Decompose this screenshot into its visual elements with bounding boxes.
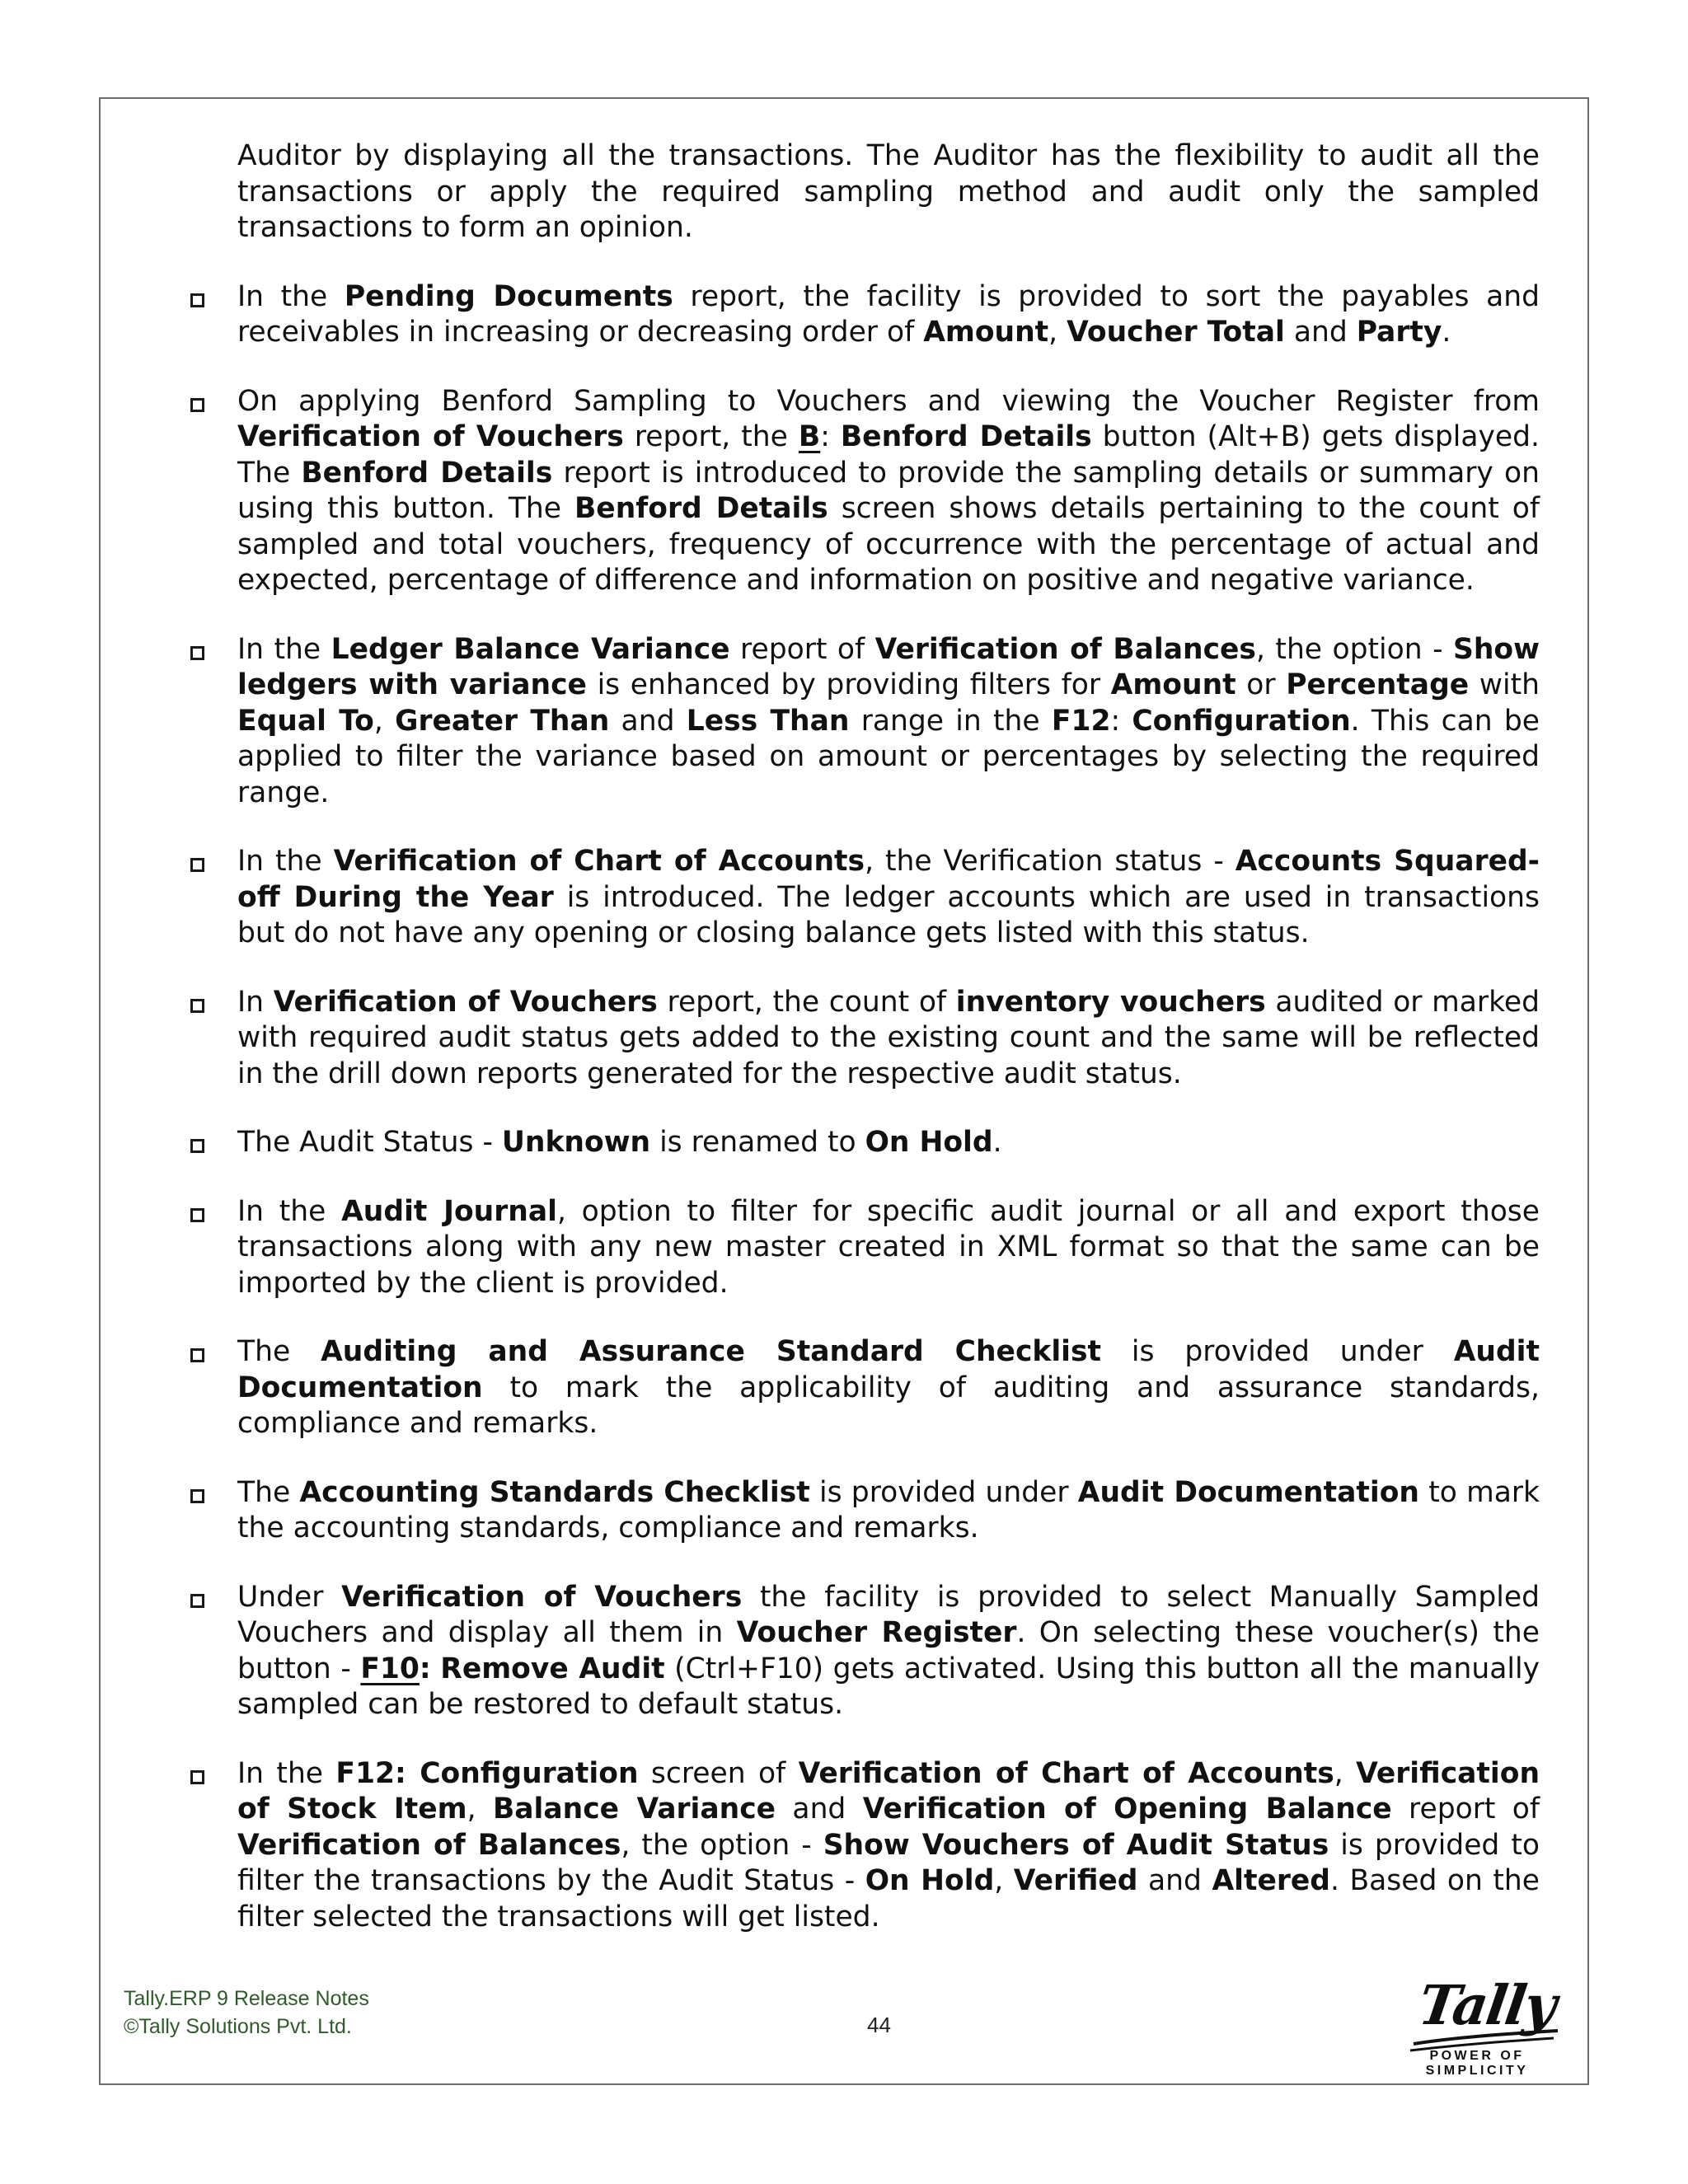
shortcut-key-b: B [798, 420, 821, 453]
list-item-text: In the Audit Journal, option to filter for specific audit journal or all and export those transactions along with any new master created in XML format so that the same can be imported by the client is provided. [237, 1194, 1540, 1300]
list-item [237, 279, 1540, 351]
list-item-text: Under Verification of Vouchers the facility is provided to select Manually Sampled Vouchers and display all them in Voucher Register. On selecting these voucher(s) the button - F10: Remove Audit (Ctrl+F10) gets activated. Using this button all the manually sampled can be restored to default status. [237, 1580, 1540, 1721]
list-item-text: In Verification of Vouchers report, the count of inventory vouchers audited or marked with required audit status gets added to the existing count and the same will be reflected in the drill down reports generated for the respective audit status. [237, 985, 1540, 1090]
square-bullet-icon [190, 999, 204, 1013]
list-item-text: In the Pending Documents report, the facility is provided to sort the payables and receivables in increasing or decreasing order of Amount, Voucher Total and Party. [237, 279, 1540, 349]
square-bullet-icon [190, 293, 204, 307]
square-bullet-icon [190, 646, 204, 660]
square-bullet-icon [190, 398, 204, 412]
page-number: 44 [867, 2013, 891, 2037]
list-item-text: In the F12: Configuration screen of Verification of Chart of Accounts, Verification of Stock Item, Balance Variance and Verification of Opening Balance report of Verification of Balances, the option - Show Vouchers of Audit Status is provided to filter the transactions by the Audit Status - On Hold, Verified and Altered. Based on the filter selected the transactions will get listed. [237, 1756, 1540, 1933]
list-item [237, 1194, 1540, 1302]
tally-tagline: POWER OF SIMPLICITY [1425, 2049, 1529, 2078]
list-item-text: In the Ledger Balance Variance report of Verification of Balances, the option - Show ledgers with variance is enhanced by providing filters for Amount or Percentage with Equal To, Greater Than and Less Than range in the F12: Configuration. This can be applied to filter the variance based on amount or percentages by selecting the required range. [237, 632, 1540, 809]
list-item-text: The Auditing and Assurance Standard Checklist is provided under Audit Documentation to mark the applicability of auditing and assurance standards, compliance and remarks. [237, 1335, 1540, 1440]
footer-copyright: ©Tally Solutions Pvt. Ltd. [124, 2015, 352, 2038]
list-item-text: The Accounting Standards Checklist is provided under Audit Documentation to mark the accounting standards, compliance and remarks. [237, 1475, 1540, 1544]
footer-credits [124, 1985, 369, 2041]
footer-doc-title: Tally.ERP 9 Release Notes [124, 1987, 369, 2010]
list-item [237, 384, 1540, 599]
list-item [237, 1334, 1540, 1442]
square-bullet-icon [190, 1594, 204, 1608]
list-item [237, 632, 1540, 812]
square-bullet-icon [190, 1348, 204, 1362]
list-item [237, 1475, 1540, 1547]
square-bullet-icon [190, 1208, 204, 1222]
list-item [237, 1756, 1540, 1936]
list-item [237, 985, 1540, 1093]
page-content [237, 138, 1540, 1968]
list-item [237, 1580, 1540, 1723]
list-item [237, 1125, 1540, 1161]
list-item-text: The Audit Status - Unknown is renamed to On Hold. [237, 1126, 1002, 1159]
list-item [237, 844, 1540, 952]
list-item-text: On applying Benford Sampling to Vouchers and viewing the Voucher Register from Verification of Vouchers report, the B: Benford Details button (Alt+B) gets displayed. The Benford Details report is introduced to provide the sampling details or summary on using this button. The Benford Details screen shows details pertaining to the count of sampled and total vouchers, frequency of occurrence with the percentage of actual and expected, percentage of difference and information on positive and negative variance. [237, 384, 1540, 597]
square-bullet-icon [190, 1139, 204, 1153]
list-item-text: In the Verification of Chart of Accounts, the Verification status - Accounts Squared-off During the Year is introduced. The ledger accounts which are used in transactions but do not have any opening or closing balance gets listed with this status. [237, 845, 1540, 949]
square-bullet-icon [190, 858, 204, 872]
square-bullet-icon [190, 1770, 204, 1784]
shortcut-key-f10: F10 [360, 1652, 420, 1685]
square-bullet-icon [190, 1489, 204, 1503]
tally-logo-word: Tally [1414, 1973, 1559, 2037]
intro-paragraph: Auditor by displaying all the transactions. The Auditor has the flexibility to audit all the transactions or apply the required sampling method and audit only the sampled transactions to form an opinion. [237, 139, 1540, 244]
